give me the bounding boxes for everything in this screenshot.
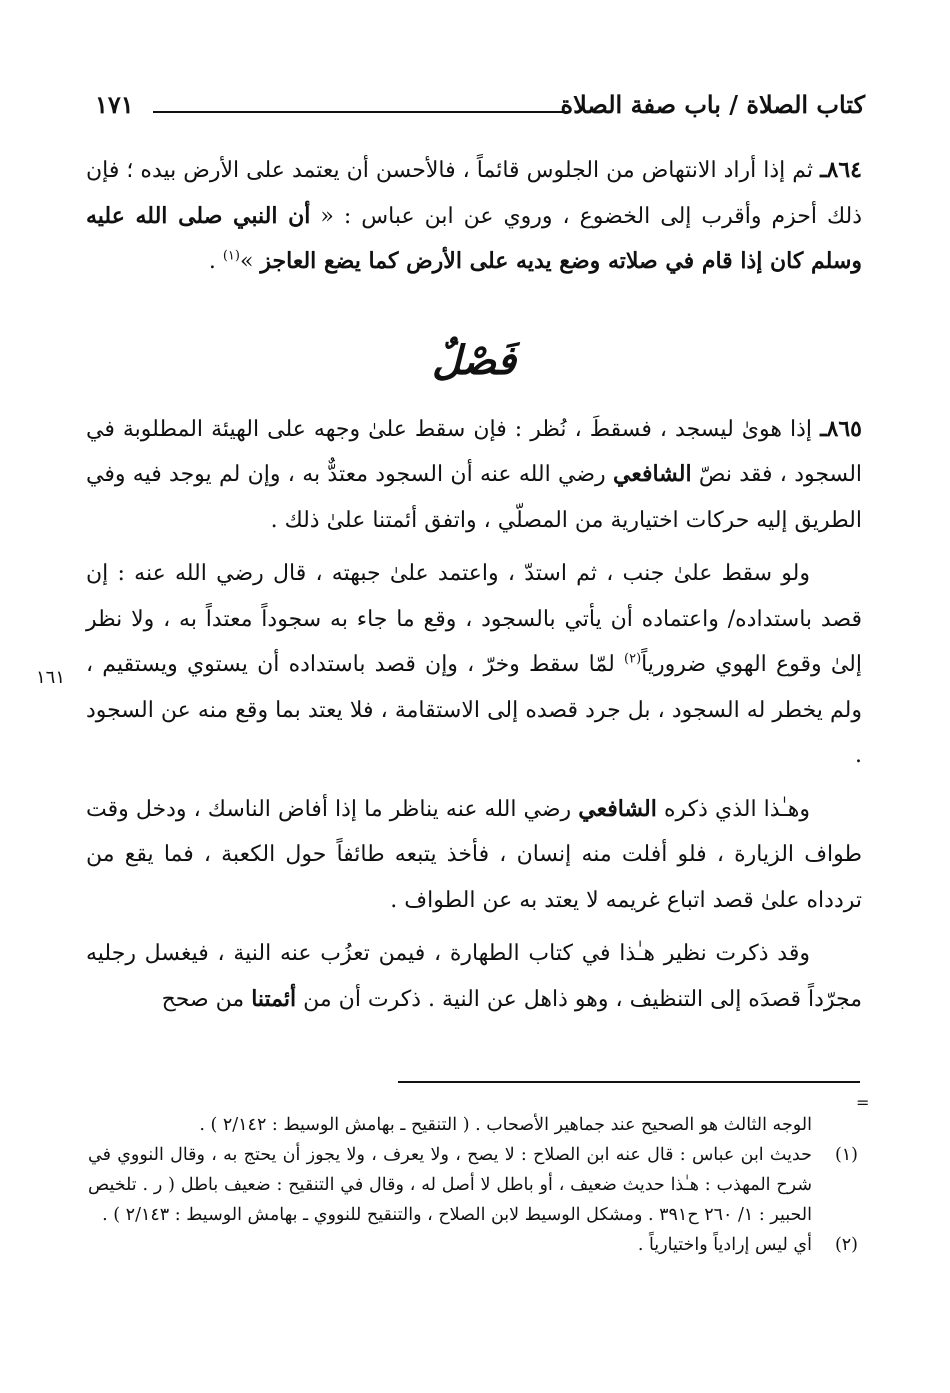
footnote-continuation: الوجه الثالث هو الصحيح عند جماهير الأصحاب . ( التنقيح ـ بهامش الوسيط : ٢/١٤٢ ) . — [199, 1115, 812, 1135]
paragraph-text: وهـٰذا الذي ذكره — [656, 796, 810, 822]
hadith-quote: أن النبي صلى الله عليه وسلم كان إذا قام في صلاته وضع يديه على الأرض كما يضع العاجز — [86, 202, 862, 274]
footnote-text: حديث ابن عباس : قال عنه ابن الصلاح : لا يصح ، ولا يعرف ، ولا يجوز أن يحتج به ، وقال النووي في شرح المهذب : هـٰذا حديث ضعيف ، أو باطل لا أصل له ، وقال في التنقيح : ضعيف باطل ( ر . تلخيص الحبير : ١/ ٢٦٠ ح٣٩١ . ومشكل الوسيط لابن الصلاح ، والتنقيح للنووي ـ بهامش الوسيط : ٢/١٤٣ ) . — [88, 1145, 812, 1225]
footnotes — [88, 1110, 858, 1260]
paragraph-gap — [86, 779, 862, 787]
paragraph-tahara — [86, 931, 862, 1022]
footnote-2 — [88, 1230, 858, 1260]
paragraph-gap — [86, 923, 862, 931]
paragraph-864 — [86, 148, 862, 285]
paragraph-text: رضي الله عنه أن السجود معتدٌّ به ، وإن لم يوجد فيه وفي الطريق إليه حركات اختيارية من المصلّي ، واتفق أئمتنا علىٰ ذلك . — [86, 462, 862, 533]
footnote-reference: (٢) — [624, 651, 642, 667]
paragraph-gap — [86, 543, 862, 551]
paragraph-text: وقد ذكرت نظير هـٰذا في كتاب الطهارة ، فيمن تعزُب عنه النية ، فيغسل رجليه مجرّداً قصدَه إلى التنظيف ، وهو ذاهل عن النية . ذكرت أن من — [86, 941, 862, 1012]
paragraph-tawaf — [86, 787, 862, 924]
scholars-reference: أئمتنا — [251, 985, 297, 1012]
page-number: ١٧١ — [95, 90, 134, 119]
paragraph-text: ثم إذا أراد الانتهاض من الجلوس قائماً ، فالأحسن أن يعتمد على الأرض بيده ؛ فإن ذلك أحزم وأقرب إلى الخضوع ، وروي عن ابن عباس : « — [86, 158, 862, 229]
running-title: كتاب الصلاة / باب صفة الصلاة — [560, 90, 865, 119]
footnote-rule — [398, 1081, 860, 1083]
manuscript-folio-note: ١٦١ — [36, 667, 66, 688]
paragraph-text: ولو سقط علىٰ جنب ، ثم استدّ ، واعتمد علىٰ جبهته ، قال رضي الله عنه : إن قصد باستداده/ واعتماده أن يأتي بالسجود ، وقع ما جاء به سجوداً معتداً به ، ولا نظر إلىٰ وقوع الهوي ضرورياً — [86, 561, 863, 677]
footnote-text: أي ليس إرادياً واختيارياً . — [637, 1235, 812, 1255]
page-header — [95, 85, 865, 127]
main-text — [86, 148, 862, 1022]
footnote-reference: (١) — [222, 248, 240, 264]
paragraph-fall — [86, 551, 862, 779]
paragraph-text: » — [239, 249, 261, 274]
issue-number: ٨٦٥ـ — [820, 415, 862, 442]
scholar-name: الشافعي — [613, 461, 692, 487]
paragraph-text: . — [208, 249, 223, 274]
paragraph-text: لمّا سقط وخرّ ، وإن قصد باستداده أن يستوي ويستقيم ، ولم يخطر له السجود ، بل جرد قصده إلى الاستقامة ، فلا يعتد بما وقع منه عن السجود . — [86, 652, 862, 768]
footnote-mark: (١) — [834, 1145, 858, 1165]
footnote-1 — [88, 1140, 858, 1230]
paragraph-text: إذا هوىٰ ليسجد ، فسقطَ ، نُظر : فإن سقط علىٰ وجهه على الهيئة المطلوبة في السجود ، فقد نصّ — [86, 416, 863, 487]
paragraph-text: من صحح — [161, 986, 252, 1012]
issue-number: ٨٦٤ـ — [820, 157, 862, 183]
paragraph-text: رضي الله عنه يناظر ما إذا أفاض الناسك ، ودخل وقت طواف الزيارة ، فلو أفلت منه إنسان ، فأخذ يتبعه طائفاً حول الكعبة ، فما يقع من تردداه علىٰ قصد اتباع غريمه لا يعتد به عن الطواف . — [86, 796, 862, 913]
scholar-name: الشافعي — [578, 795, 657, 822]
footnote-continuation-mark: = — [856, 1093, 870, 1112]
paragraph-865 — [86, 407, 862, 544]
header-rule — [153, 111, 570, 113]
footnote-mark: (٢) — [834, 1235, 858, 1255]
section-title: فَصْلٌ — [431, 336, 517, 384]
